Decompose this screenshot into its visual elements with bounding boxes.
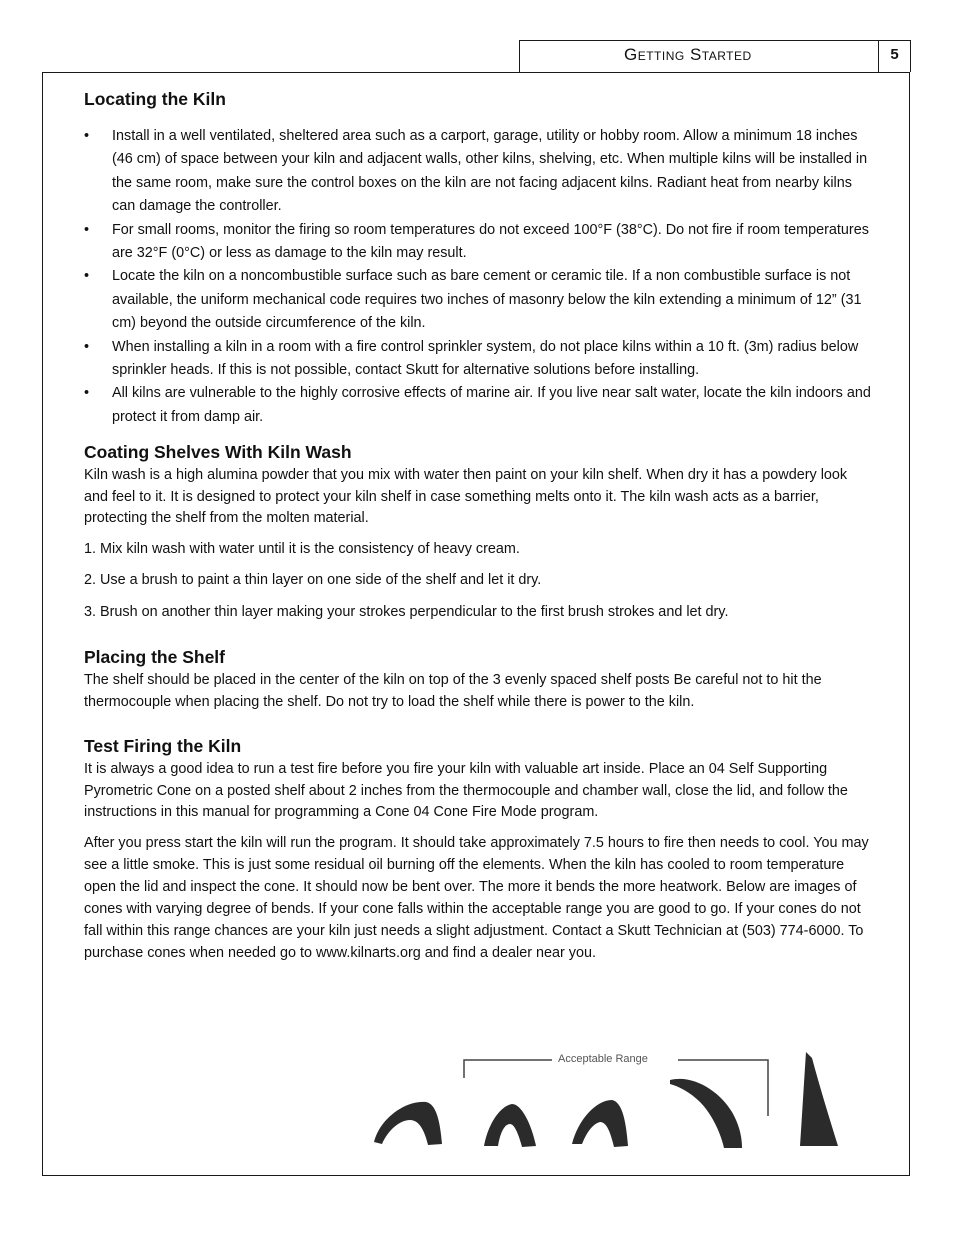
list-item: • When installing a kiln in a room with a fire control sprinkler system, do not place kilns within a 10 ft. (3m) radius below sprinkler heads. If this is not possible, contact Skutt for alternative solutions before installing. [84, 336, 874, 383]
list-item: 2. Use a brush to paint a thin layer on one side of the shelf and let it dry. [84, 572, 542, 589]
paragraph: After you press start the kiln will run the program. It should take approximately 7.5 hours to fire then needs to cool. You may see a little smoke. This is just some residual oil burning off the elements. When the kiln has cooled to room temperature open the lid and inspect the cone. It should now be bent over. The more it bends the more heatwork. Below are images of cones with varying degree of bends. If your cone falls within the acceptable range you are good to go. If your cones do not fall within this range chances are your kiln just needs a slight adjustment. Contact a Skutt Technician at (503) 774-6000. To purchase cones when needed go to www.kilnarts.org and find a dealer near you. [84, 834, 869, 961]
section-heading: Test Firing the Kiln [84, 736, 242, 756]
list-item: 3. Brush on another thin layer making your strokes perpendicular to the first brush strokes and let dry. [84, 603, 729, 620]
cone-5-image [800, 1052, 838, 1146]
bullet-list [84, 125, 874, 429]
section-locating-kiln [84, 86, 874, 429]
section-placing-shelf [84, 644, 874, 713]
section-test-firing [84, 733, 874, 964]
paragraph: The shelf should be placed in the center of the kiln on top of the 3 evenly spaced shelf posts Be careful not to hit the thermocouple when placing the shelf. Do not try to load the shelf while there is power to the kiln. [84, 672, 822, 710]
list-item: 1. Mix kiln wash with water until it is the consistency of heavy cream. [84, 540, 520, 557]
page-number: 5 [890, 46, 899, 63]
list-item: • For small rooms, monitor the firing so room temperatures do not exceed 100°F (38°C). Do not fire if room temperatures are 32°F (0°C) or less as damage to the kiln may result. [84, 219, 874, 266]
acceptable-range-label: Acceptable Range [558, 1053, 648, 1065]
section-heading: Placing the Shelf [84, 647, 225, 667]
page-header-title: Getting Started [624, 45, 752, 64]
paragraph: It is always a good idea to run a test fire before you fire your kiln with valuable art inside. Place an 04 Self Supporting Pyrometric Cone on a posted shelf about 2 inches from the thermocouple and chamber wall, close the lid, and follow the instructions in this manual for programming a Cone 04 Cone Fire Mode program. [84, 761, 848, 820]
cone-1-image [374, 1102, 442, 1145]
cone-2-image [484, 1104, 536, 1147]
cone-3-image [572, 1100, 628, 1147]
steps-list [84, 538, 874, 624]
section-coating-shelves [84, 439, 874, 624]
cone-4-image [670, 1079, 742, 1148]
page-content [84, 86, 874, 964]
list-item: • All kilns are vulnerable to the highly corrosive effects of marine air. If you live near salt water, locate the kiln indoors and protect it from damp air. [84, 382, 874, 429]
section-heading: Coating Shelves With Kiln Wash [84, 442, 352, 463]
cone-bend-figure [360, 1040, 860, 1160]
section-heading: Locating the Kiln [84, 89, 226, 109]
page-header [519, 40, 879, 72]
paragraph: Kiln wash is a high alumina powder that you mix with water then paint on your kiln shelf. When dry it has a powdery look and feel to it. It is designed to protect your kiln shelf in case something melts onto it. The kiln wash acts as a barrier, protecting the shelf from the molten material. [84, 467, 848, 527]
list-item: • Install in a well ventilated, sheltered area such as a carport, garage, utility or hobby room. Allow a minimum 18 inches (46 cm) of space between your kiln and adjacent walls, other kilns, shelving, etc. When multiple kilns will be installed in the same room, make sure the control boxes on the kiln are not facing adjacent kilns. Radiant heat from nearby kilns can damage the controller. [84, 125, 874, 219]
list-item: • Locate the kiln on a noncombustible surface such as bare cement or ceramic tile. If a non combustible surface is not available, the uniform mechanical code requires two inches of masonry below the kiln extending a minimum of 12” (31 cm) beyond the outside circumference of the kiln. [84, 265, 874, 335]
page-number-box [879, 40, 911, 72]
